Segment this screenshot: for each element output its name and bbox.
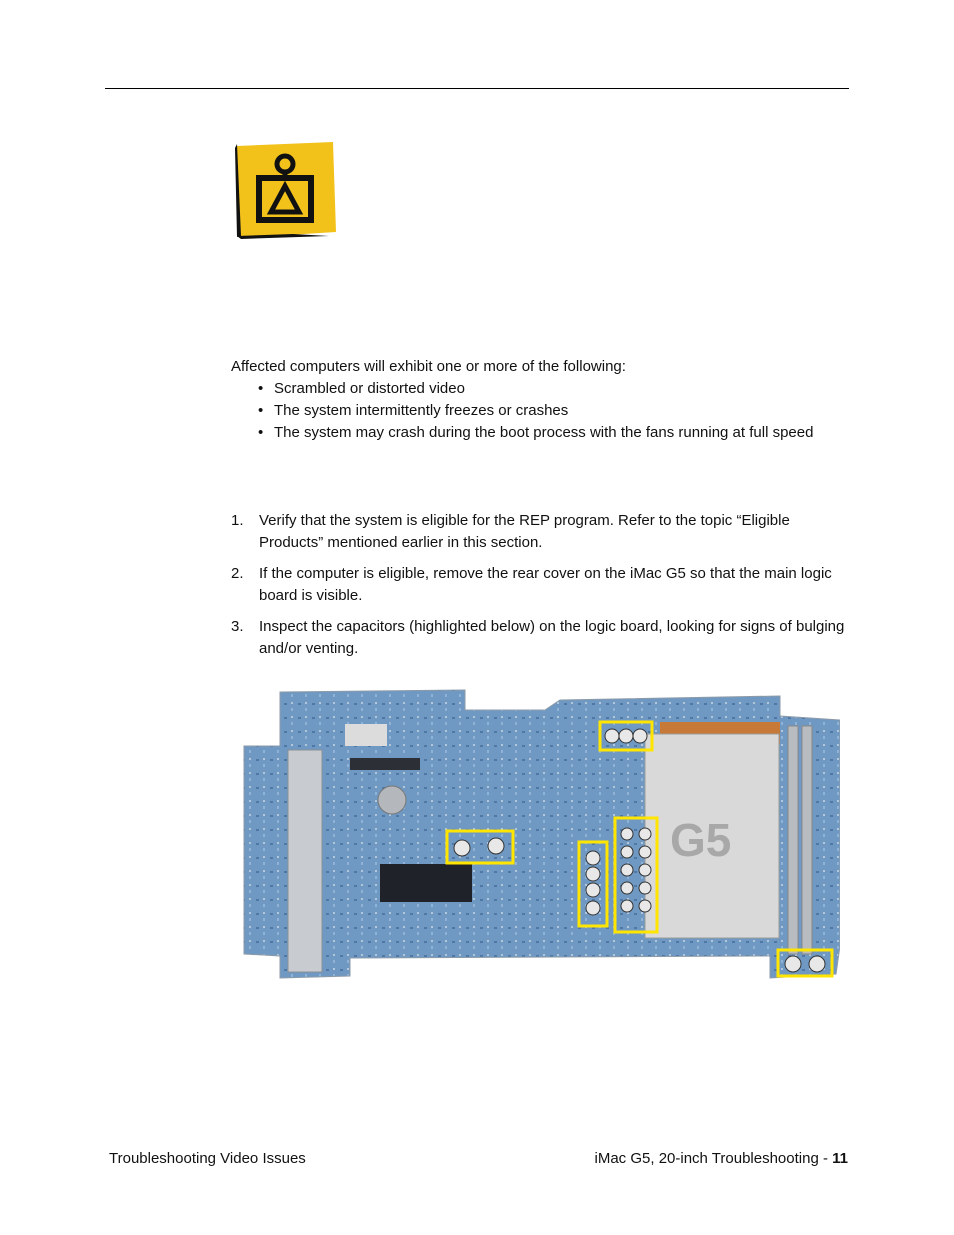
list-item: • The system intermittently freezes or crashes <box>258 401 813 423</box>
step-text: If the computer is eligible, remove the rear cover on the iMac G5 so that the main logic board is visible. <box>259 565 832 604</box>
symptom-list <box>258 379 813 445</box>
procedure-steps <box>231 510 851 660</box>
step-number: 2. <box>231 565 244 582</box>
step-item <box>231 563 851 616</box>
step-item <box>231 616 851 660</box>
warning-icon <box>233 140 339 240</box>
list-item: • Scrambled or distorted video <box>258 379 813 401</box>
page-number: 11 <box>832 1150 848 1167</box>
footer-doc-title <box>595 1150 848 1167</box>
list-item: • The system may crash during the boot process with the fans running at full speed <box>258 423 813 445</box>
logic-board-photo <box>240 686 840 986</box>
step-item <box>231 510 851 563</box>
footer-section-title: Troubleshooting Video Issues <box>109 1150 306 1167</box>
header-rule <box>105 88 849 89</box>
footer-doc-name: iMac G5, 20-inch Troubleshooting - <box>594 1150 833 1167</box>
step-number: 1. <box>231 512 244 529</box>
step-number: 3. <box>231 618 244 635</box>
g5-label: G5 <box>670 814 732 866</box>
symptoms-intro: Affected computers will exhibit one or more of the following: <box>231 358 626 375</box>
step-text: Inspect the capacitors (highlighted below) on the logic board, looking for signs of bulging and/or venting. <box>259 618 845 657</box>
step-text: Verify that the system is eligible for the REP program. Refer to the topic “Eligible Products” mentioned earlier in this section. <box>259 512 790 551</box>
